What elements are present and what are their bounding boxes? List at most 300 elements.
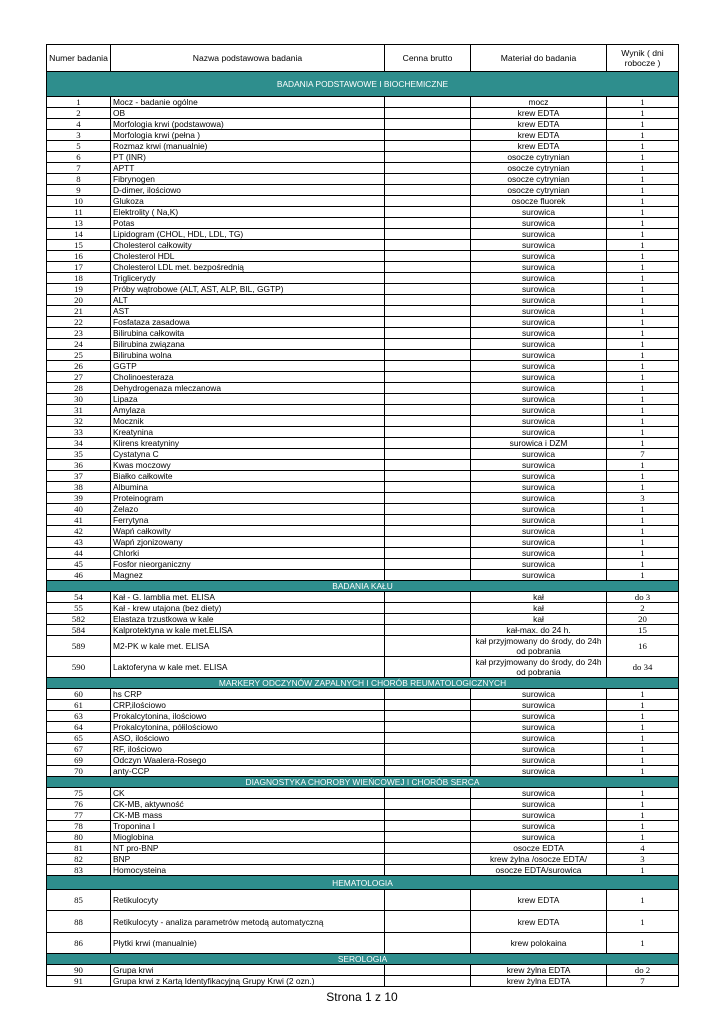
test-price [385, 141, 471, 152]
table-row [47, 174, 679, 185]
test-number: 30 [47, 394, 111, 405]
table-row [47, 394, 679, 405]
test-result-days: 1 [607, 185, 679, 196]
test-price [385, 207, 471, 218]
test-number: 86 [47, 933, 111, 954]
table-row [47, 218, 679, 229]
test-result-days: 1 [607, 832, 679, 843]
test-price [385, 603, 471, 614]
table-row [47, 262, 679, 273]
test-number: 82 [47, 854, 111, 865]
test-price [385, 394, 471, 405]
test-price [385, 163, 471, 174]
test-number: 61 [47, 700, 111, 711]
test-material: surowica [471, 722, 607, 733]
test-number: 27 [47, 372, 111, 383]
page-footer: Strona 1 z 10 [326, 990, 398, 1004]
table-row [47, 603, 679, 614]
table-row [47, 614, 679, 625]
table-row [47, 284, 679, 295]
test-price [385, 766, 471, 777]
table-row [47, 788, 679, 799]
test-name: M2-PK w kale met. ELISA [111, 636, 385, 657]
table-row [47, 843, 679, 854]
test-number: 70 [47, 766, 111, 777]
table-row [47, 657, 679, 678]
test-name: Triglicerydy [111, 273, 385, 284]
test-material: kał [471, 614, 607, 625]
test-result-days: 1 [607, 229, 679, 240]
test-price [385, 810, 471, 821]
test-number: 78 [47, 821, 111, 832]
test-number: 44 [47, 548, 111, 559]
test-price [385, 865, 471, 876]
test-material: surowica i DZM [471, 438, 607, 449]
test-result-days: 1 [607, 416, 679, 427]
test-price [385, 174, 471, 185]
test-price [385, 537, 471, 548]
test-material: surowica [471, 306, 607, 317]
table-row [47, 152, 679, 163]
test-material: surowica [471, 570, 607, 581]
test-price [385, 273, 471, 284]
test-price [385, 625, 471, 636]
test-result-days: 1 [607, 537, 679, 548]
test-price [385, 821, 471, 832]
test-name: CK-MB, aktywność [111, 799, 385, 810]
test-price [385, 526, 471, 537]
test-result-days: 1 [607, 559, 679, 570]
test-price [385, 372, 471, 383]
table-row [47, 689, 679, 700]
table-row [47, 108, 679, 119]
test-result-days: 1 [607, 97, 679, 108]
test-material: osocze EDTA/surowica [471, 865, 607, 876]
table-row [47, 460, 679, 471]
test-price [385, 854, 471, 865]
test-price [385, 788, 471, 799]
table-row [47, 559, 679, 570]
section-header [47, 72, 679, 97]
test-number: 21 [47, 306, 111, 317]
section-title: BADANIA KAŁU [47, 581, 679, 592]
test-name: AST [111, 306, 385, 317]
test-name: Próby wątrobowe (ALT, AST, ALP, BIL, GGTP) [111, 284, 385, 295]
test-name: Prokalcytonina, półilościowo [111, 722, 385, 733]
test-number: 23 [47, 328, 111, 339]
test-number: 69 [47, 755, 111, 766]
table-row [47, 890, 679, 911]
test-result-days: 1 [607, 361, 679, 372]
test-number: 19 [47, 284, 111, 295]
test-price [385, 218, 471, 229]
test-name: Laktoferyna w kale met. ELISA [111, 657, 385, 678]
table-row [47, 911, 679, 933]
section-title: SEROLOGIA [47, 954, 679, 965]
test-number: 1 [47, 97, 111, 108]
test-material: surowica [471, 240, 607, 251]
test-result-days: 1 [607, 504, 679, 515]
test-name: Ferrytyna [111, 515, 385, 526]
test-material: surowica [471, 711, 607, 722]
test-number: 80 [47, 832, 111, 843]
test-price [385, 711, 471, 722]
test-price [385, 700, 471, 711]
test-name: Odczyn Waalera-Rosego [111, 755, 385, 766]
test-name: D-dimer, ilościowo [111, 185, 385, 196]
test-result-days: 16 [607, 636, 679, 657]
test-name: Glukoza [111, 196, 385, 207]
test-material: surowica [471, 207, 607, 218]
test-name: Retikulocyty - analiza parametrów metodą automatyczną [111, 911, 385, 933]
test-price [385, 306, 471, 317]
table-row [47, 207, 679, 218]
table-row [47, 504, 679, 515]
test-price [385, 890, 471, 911]
test-result-days: 1 [607, 711, 679, 722]
test-material: surowica [471, 251, 607, 262]
table-row [47, 372, 679, 383]
test-price [385, 108, 471, 119]
test-price [385, 614, 471, 625]
test-material: surowica [471, 689, 607, 700]
test-result-days: 1 [607, 108, 679, 119]
test-result-days: 1 [607, 788, 679, 799]
test-name: Cholesterol HDL [111, 251, 385, 262]
test-result-days: 1 [607, 306, 679, 317]
test-price [385, 689, 471, 700]
test-name: Kalprotektyna w kale met.ELISA [111, 625, 385, 636]
section-title: HEMATOLOGIA [47, 876, 679, 890]
test-price [385, 570, 471, 581]
test-material: surowica [471, 515, 607, 526]
test-price [385, 328, 471, 339]
test-result-days: 1 [607, 482, 679, 493]
test-number: 590 [47, 657, 111, 678]
test-number: 65 [47, 733, 111, 744]
test-price [385, 350, 471, 361]
test-number: 32 [47, 416, 111, 427]
test-number: 582 [47, 614, 111, 625]
table-row [47, 405, 679, 416]
test-material: surowica [471, 350, 607, 361]
test-material: surowica [471, 733, 607, 744]
test-price [385, 755, 471, 766]
test-name: Rozmaz krwi (manualnie) [111, 141, 385, 152]
table-row [47, 229, 679, 240]
test-number: 24 [47, 339, 111, 350]
test-name: Amylaza [111, 405, 385, 416]
test-result-days: 1 [607, 755, 679, 766]
table-row [47, 965, 679, 976]
test-material: surowica [471, 262, 607, 273]
test-name: NT pro-BNP [111, 843, 385, 854]
test-number: 75 [47, 788, 111, 799]
test-name: Prokalcytonina, ilościowo [111, 711, 385, 722]
test-number: 43 [47, 537, 111, 548]
test-number: 40 [47, 504, 111, 515]
table-row [47, 722, 679, 733]
test-result-days: 1 [607, 251, 679, 262]
test-name: Homocysteina [111, 865, 385, 876]
test-result-days: 1 [607, 163, 679, 174]
test-number: 13 [47, 218, 111, 229]
table-row [47, 163, 679, 174]
test-result-days: 1 [607, 383, 679, 394]
test-number: 42 [47, 526, 111, 537]
test-name: Mocz - badanie ogólne [111, 97, 385, 108]
test-result-days: 15 [607, 625, 679, 636]
test-material: osocze cytrynian [471, 152, 607, 163]
test-number: 589 [47, 636, 111, 657]
test-name: Fibrynogen [111, 174, 385, 185]
test-material: surowica [471, 810, 607, 821]
test-name: ALT [111, 295, 385, 306]
section-title: MARKERY ODCZYNÓW ZAPALNYCH I CHORÓB REUMATOLOGICZNYCH [47, 678, 679, 689]
test-result-days: 1 [607, 890, 679, 911]
table-row [47, 592, 679, 603]
test-name: Fosfataza zasadowa [111, 317, 385, 328]
test-number: 3 [47, 130, 111, 141]
test-price [385, 295, 471, 306]
table-row [47, 755, 679, 766]
test-number: 33 [47, 427, 111, 438]
test-result-days: 1 [607, 821, 679, 832]
test-result-days: 1 [607, 471, 679, 482]
test-result-days: 1 [607, 207, 679, 218]
test-material: surowica [471, 295, 607, 306]
section-header [47, 581, 679, 592]
test-name: Elastaza trzustkowa w kale [111, 614, 385, 625]
test-name: Chlorki [111, 548, 385, 559]
test-number: 38 [47, 482, 111, 493]
test-result-days: 1 [607, 438, 679, 449]
test-result-days: 1 [607, 526, 679, 537]
test-result-days: 1 [607, 700, 679, 711]
test-name: Żelazo [111, 504, 385, 515]
table-row [47, 416, 679, 427]
test-price [385, 592, 471, 603]
test-result-days: do 2 [607, 965, 679, 976]
test-material: surowica [471, 284, 607, 295]
test-number: 10 [47, 196, 111, 207]
test-material: surowica [471, 361, 607, 372]
test-number: 20 [47, 295, 111, 306]
test-price [385, 361, 471, 372]
test-result-days: 1 [607, 339, 679, 350]
test-result-days: 3 [607, 493, 679, 504]
test-price [385, 657, 471, 678]
test-material: kał przyjmowany do środy, do 24h od pobrania [471, 657, 607, 678]
test-result-days: 1 [607, 865, 679, 876]
table-row [47, 537, 679, 548]
test-material: surowica [471, 416, 607, 427]
test-price [385, 229, 471, 240]
test-name: Morfologia krwi (podstawowa) [111, 119, 385, 130]
table-row [47, 141, 679, 152]
test-name: Cholesterol całkowity [111, 240, 385, 251]
test-number: 31 [47, 405, 111, 416]
test-material: kał przyjmowany do środy, do 24h od pobrania [471, 636, 607, 657]
test-material: surowica [471, 526, 607, 537]
test-material: krew EDTA [471, 911, 607, 933]
test-name: Płytki krwi (manualnie) [111, 933, 385, 954]
test-price [385, 130, 471, 141]
test-price [385, 416, 471, 427]
table-row [47, 636, 679, 657]
table-row [47, 865, 679, 876]
test-number: 7 [47, 163, 111, 174]
test-material: surowica [471, 548, 607, 559]
test-material: surowica [471, 427, 607, 438]
table-row [47, 799, 679, 810]
test-name: Elektrolity ( Na,K) [111, 207, 385, 218]
section-header [47, 954, 679, 965]
table-row [47, 700, 679, 711]
test-number: 17 [47, 262, 111, 273]
test-result-days: 1 [607, 911, 679, 933]
test-result-days: 1 [607, 766, 679, 777]
test-price [385, 119, 471, 130]
test-name: Troponina I [111, 821, 385, 832]
test-material: osocze cytrynian [471, 174, 607, 185]
test-material: surowica [471, 449, 607, 460]
test-material: osocze cytrynian [471, 185, 607, 196]
test-result-days: 4 [607, 843, 679, 854]
test-material: krew polokaina [471, 933, 607, 954]
table-row [47, 471, 679, 482]
test-price [385, 832, 471, 843]
section-title: BADANIA PODSTAWOWE I BIOCHEMICZNE [47, 72, 679, 97]
test-result-days: 1 [607, 460, 679, 471]
test-material: surowica [471, 700, 607, 711]
test-number: 26 [47, 361, 111, 372]
test-number: 15 [47, 240, 111, 251]
test-price [385, 843, 471, 854]
test-name: Bilirubina całkowita [111, 328, 385, 339]
test-material: surowica [471, 559, 607, 570]
test-number: 45 [47, 559, 111, 570]
test-price [385, 185, 471, 196]
test-number: 76 [47, 799, 111, 810]
test-material: krew żylna /osocze EDTA/ [471, 854, 607, 865]
test-price [385, 262, 471, 273]
test-name: Magnez [111, 570, 385, 581]
test-number: 35 [47, 449, 111, 460]
test-material: krew EDTA [471, 890, 607, 911]
test-name: CRP,ilościowo [111, 700, 385, 711]
test-result-days: 1 [607, 119, 679, 130]
test-result-days: 1 [607, 141, 679, 152]
test-number: 36 [47, 460, 111, 471]
test-result-days: 1 [607, 295, 679, 306]
test-material: surowica [471, 460, 607, 471]
header-name: Nazwa podstawowa badania [111, 45, 385, 72]
test-result-days: 2 [607, 603, 679, 614]
test-name: PT (INR) [111, 152, 385, 163]
test-material: surowica [471, 799, 607, 810]
test-price [385, 933, 471, 954]
test-material: surowica [471, 766, 607, 777]
table-row [47, 350, 679, 361]
table-row [47, 240, 679, 251]
test-result-days: 1 [607, 372, 679, 383]
test-price [385, 251, 471, 262]
test-name: Białko całkowite [111, 471, 385, 482]
test-name: Grupa krwi z Kartą Identyfikacyjną Grupy Krwi (2 ozn.) [111, 976, 385, 987]
table-row [47, 832, 679, 843]
test-number: 41 [47, 515, 111, 526]
test-price [385, 722, 471, 733]
test-name: Albumina [111, 482, 385, 493]
test-price [385, 284, 471, 295]
test-price [385, 493, 471, 504]
test-number: 9 [47, 185, 111, 196]
table-row [47, 361, 679, 372]
test-number: 54 [47, 592, 111, 603]
test-price [385, 911, 471, 933]
table-row [47, 515, 679, 526]
table-row [47, 185, 679, 196]
test-material: krew EDTA [471, 108, 607, 119]
test-name: Lipaza [111, 394, 385, 405]
test-price [385, 733, 471, 744]
table-row [47, 493, 679, 504]
test-price [385, 559, 471, 570]
test-result-days: 1 [607, 799, 679, 810]
test-material: krew EDTA [471, 141, 607, 152]
test-price [385, 383, 471, 394]
table-row [47, 97, 679, 108]
test-number: 2 [47, 108, 111, 119]
test-name: Kał - krew utajona (bez diety) [111, 603, 385, 614]
test-material: surowica [471, 482, 607, 493]
test-price [385, 482, 471, 493]
table-row [47, 933, 679, 954]
test-result-days: 1 [607, 722, 679, 733]
section-title: DIAGNOSTYKA CHOROBY WIEŃCOWEJ I CHORÓB SERCA [47, 777, 679, 788]
test-price [385, 152, 471, 163]
test-name: Bilirubina związana [111, 339, 385, 350]
test-name: BNP [111, 854, 385, 865]
table-row [47, 449, 679, 460]
test-result-days: 20 [607, 614, 679, 625]
test-result-days: 1 [607, 174, 679, 185]
table-row [47, 196, 679, 207]
test-result-days: 1 [607, 273, 679, 284]
test-material: surowica [471, 832, 607, 843]
test-material: surowica [471, 328, 607, 339]
test-price [385, 405, 471, 416]
section-header [47, 678, 679, 689]
table-row [47, 766, 679, 777]
test-name: Wapń zjonizowany [111, 537, 385, 548]
test-material: mocz [471, 97, 607, 108]
test-result-days: 7 [607, 449, 679, 460]
test-name: GGTP [111, 361, 385, 372]
test-result-days: 1 [607, 427, 679, 438]
test-material: surowica [471, 218, 607, 229]
test-result-days: 1 [607, 284, 679, 295]
test-price [385, 339, 471, 350]
test-name: Dehydrogenaza mleczanowa [111, 383, 385, 394]
test-result-days: 3 [607, 854, 679, 865]
test-price [385, 744, 471, 755]
test-result-days: 1 [607, 733, 679, 744]
test-result-days: 1 [607, 810, 679, 821]
test-price [385, 471, 471, 482]
test-name: Lipidogram (CHOL, HDL, LDL, TG) [111, 229, 385, 240]
